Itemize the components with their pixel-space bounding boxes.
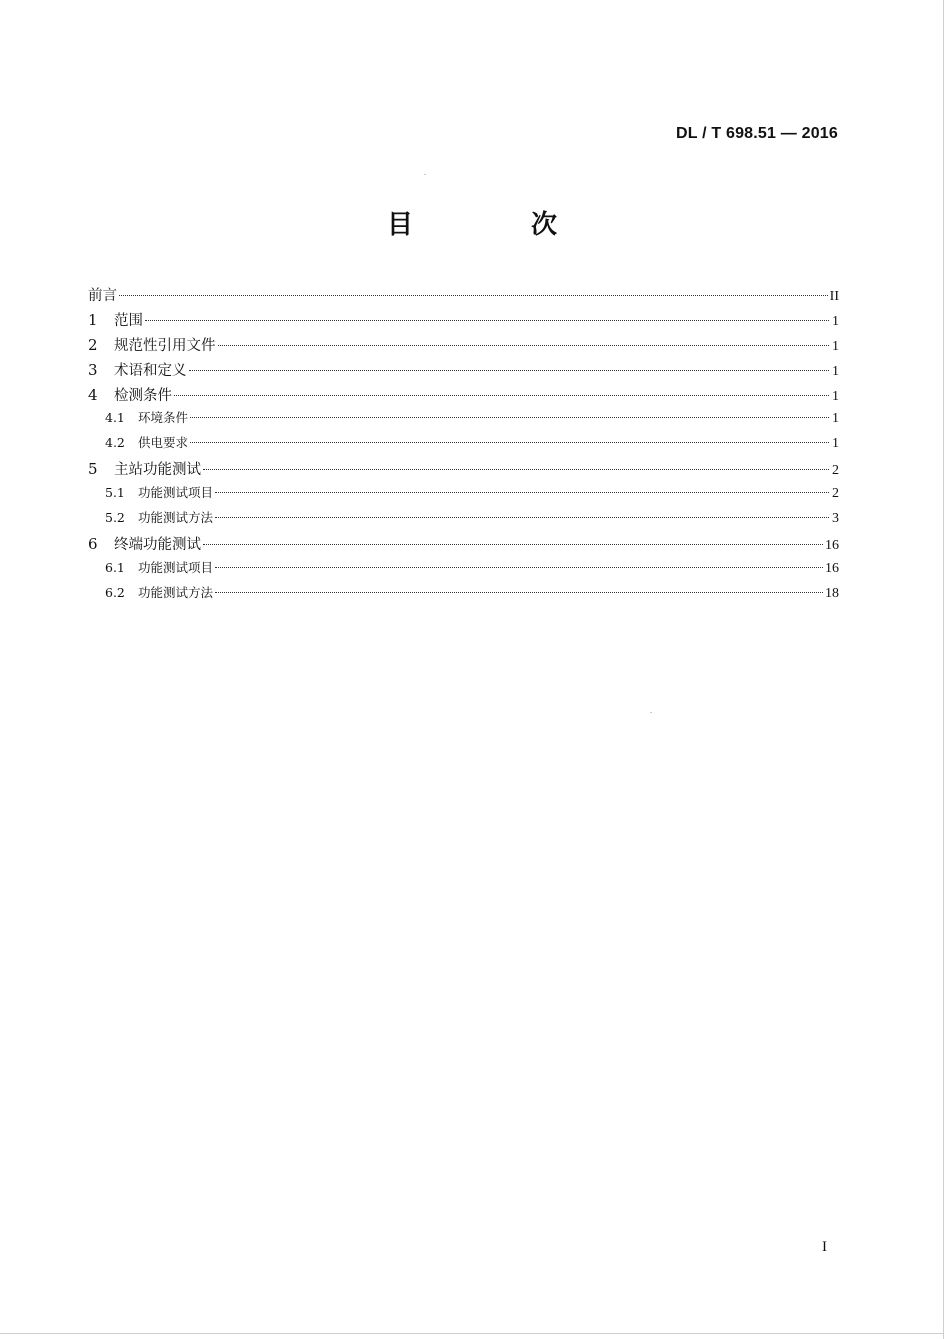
toc-entry-label: 规范性引用文件 xyxy=(114,337,216,354)
table-of-contents xyxy=(88,284,839,608)
toc-entry-number: 5 xyxy=(88,460,98,479)
toc-entry-page: 1 xyxy=(832,411,839,427)
toc-entry-label: 主站功能测试 xyxy=(114,462,201,479)
toc-entry-page: 3 xyxy=(832,511,839,527)
toc-entry-number: 4.1 xyxy=(105,410,125,426)
toc-dot-leader xyxy=(203,469,829,470)
page-number: I xyxy=(822,1239,827,1255)
toc-dot-leader xyxy=(215,567,823,568)
toc-entry[interactable] xyxy=(88,508,839,533)
toc-entry-label: 供电要求 xyxy=(138,435,189,451)
toc-entry[interactable] xyxy=(88,533,839,558)
toc-dot-leader xyxy=(215,517,829,518)
toc-entry-label: 检测条件 xyxy=(114,387,172,404)
toc-entry-page: 16 xyxy=(825,537,839,553)
toc-entry-page: 1 xyxy=(832,313,839,329)
toc-entry-number: 4 xyxy=(88,385,98,404)
toc-entry-page: 18 xyxy=(825,585,839,601)
toc-entry-label: 环境条件 xyxy=(138,410,189,426)
toc-entry-page: 16 xyxy=(825,560,839,576)
toc-entry[interactable] xyxy=(88,408,839,433)
toc-entry-label: 功能测试项目 xyxy=(138,559,214,575)
toc-entry-page: 1 xyxy=(832,436,839,452)
toc-dot-leader xyxy=(215,592,823,593)
toc-entry-label: 终端功能测试 xyxy=(114,536,201,553)
toc-entry[interactable] xyxy=(88,458,839,483)
toc-entry-page: 2 xyxy=(832,463,839,479)
toc-dot-leader xyxy=(189,370,830,371)
toc-entry-page: 1 xyxy=(832,388,839,404)
page-title: 目 次 xyxy=(386,210,603,240)
toc-entry-page: 2 xyxy=(832,486,839,502)
toc-entry[interactable] xyxy=(88,483,839,508)
toc-entry[interactable] xyxy=(88,558,839,583)
toc-entry-label: 前言 xyxy=(88,288,117,304)
toc-entry-number: 5.1 xyxy=(105,485,125,501)
toc-entry-number: 6.2 xyxy=(105,584,125,600)
toc-entry[interactable] xyxy=(88,359,839,384)
toc-entry-number: 2 xyxy=(88,335,98,354)
toc-entry[interactable] xyxy=(88,433,839,458)
toc-entry-number: 4.2 xyxy=(105,435,125,451)
toc-entry-page: 1 xyxy=(832,338,839,354)
toc-dot-leader xyxy=(203,544,823,545)
toc-dot-leader xyxy=(145,320,829,321)
toc-entry-page: 1 xyxy=(832,363,839,379)
toc-entry[interactable] xyxy=(88,284,839,309)
toc-dot-leader xyxy=(190,417,829,418)
toc-entry-label: 功能测试方法 xyxy=(138,584,214,600)
page-edge-bottom xyxy=(0,1333,944,1334)
toc-entry[interactable] xyxy=(88,309,839,334)
toc-dot-leader xyxy=(119,295,828,296)
toc-entry-number: 5.2 xyxy=(105,510,125,526)
toc-entry[interactable] xyxy=(88,334,839,359)
standard-code: DL / T 698.51 — 2016 xyxy=(675,125,838,142)
toc-entry[interactable] xyxy=(88,583,839,608)
toc-entry-number: 1 xyxy=(88,310,98,329)
toc-entry-page: II xyxy=(829,289,839,304)
toc-entry-label: 术语和定义 xyxy=(114,362,187,379)
toc-dot-leader xyxy=(174,395,829,396)
scan-speck xyxy=(424,174,426,175)
toc-entry[interactable] xyxy=(88,384,839,409)
toc-entry-number: 6.1 xyxy=(105,559,125,575)
toc-dot-leader xyxy=(215,492,829,493)
toc-entry-number: 6 xyxy=(88,534,98,553)
scan-speck xyxy=(650,712,652,713)
toc-entry-label: 功能测试方法 xyxy=(138,510,214,526)
page-edge-right xyxy=(943,0,944,1339)
toc-dot-leader xyxy=(190,442,829,443)
toc-entry-label: 范围 xyxy=(114,312,143,329)
toc-entry-label: 功能测试项目 xyxy=(138,485,214,501)
toc-dot-leader xyxy=(218,345,830,346)
toc-entry-number: 3 xyxy=(88,360,98,379)
